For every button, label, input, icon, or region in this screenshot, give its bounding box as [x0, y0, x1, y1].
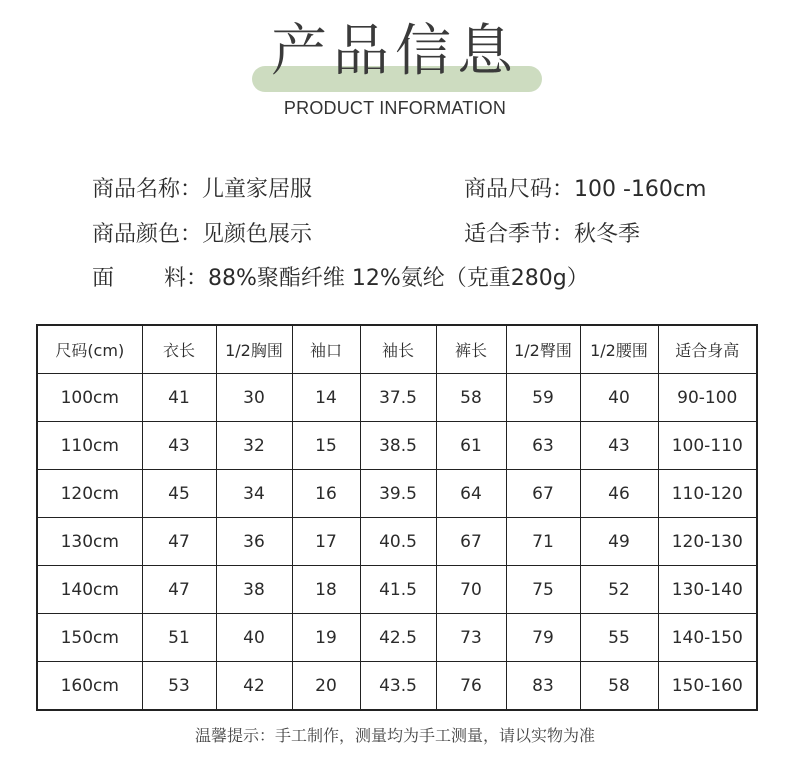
- table-cell: 70: [436, 566, 506, 614]
- table-cell: 64: [436, 470, 506, 518]
- table-cell: 120cm: [37, 470, 142, 518]
- table-cell: 90-100: [658, 374, 757, 422]
- table-cell: 47: [142, 566, 216, 614]
- table-cell: 52: [580, 566, 658, 614]
- table-cell: 58: [580, 662, 658, 711]
- info-name-label: 商品名称：: [92, 177, 203, 202]
- table-cell: 40.5: [360, 518, 436, 566]
- info-fabric-label-a: 面: [92, 266, 115, 291]
- info-season: [464, 224, 640, 246]
- table-cell: 18: [292, 566, 360, 614]
- col-header-pants-length: 裤长: [436, 325, 506, 374]
- table-cell: 36: [216, 518, 292, 566]
- info-fabric-value: 88%聚酯纤维 12%氨纶（克重280g）: [208, 266, 589, 291]
- col-header-sleeve: 袖长: [360, 325, 436, 374]
- table-cell: 63: [506, 422, 580, 470]
- table-row: [37, 566, 757, 614]
- table-cell: 67: [506, 470, 580, 518]
- info-name-value: 儿童家居服: [202, 177, 313, 202]
- table-cell: 79: [506, 614, 580, 662]
- table-cell: 140cm: [37, 566, 142, 614]
- table-cell: 49: [580, 518, 658, 566]
- table-cell: 53: [142, 662, 216, 711]
- info-name: [92, 179, 312, 201]
- page-subtitle: PRODUCT INFORMATION: [283, 98, 507, 118]
- table-cell: 160cm: [37, 662, 142, 711]
- table-cell: 59: [506, 374, 580, 422]
- info-season-value: 秋冬季: [574, 222, 641, 247]
- table-cell: 43: [580, 422, 658, 470]
- info-season-label: 适合季节：: [464, 222, 575, 247]
- table-row: [37, 614, 757, 662]
- table-cell: 130cm: [37, 518, 142, 566]
- page-title: 产品信息: [271, 19, 519, 84]
- table-cell: 71: [506, 518, 580, 566]
- col-header-half-waist: 1/2腰围: [580, 325, 658, 374]
- table-cell: 40: [580, 374, 658, 422]
- table-cell: 42: [216, 662, 292, 711]
- table-row: [37, 422, 757, 470]
- table-cell: 20: [292, 662, 360, 711]
- table-cell: 34: [216, 470, 292, 518]
- info-size-label: 商品尺码：: [464, 177, 575, 202]
- table-cell: 100cm: [37, 374, 142, 422]
- size-chart-table: [36, 324, 758, 711]
- table-cell: 120-130: [658, 518, 757, 566]
- info-color-value: 见颜色展示: [202, 222, 313, 247]
- table-cell: 16: [292, 470, 360, 518]
- table-cell: 19: [292, 614, 360, 662]
- table-cell: 15: [292, 422, 360, 470]
- table-cell: 55: [580, 614, 658, 662]
- col-header-half-hip: 1/2臀围: [506, 325, 580, 374]
- table-cell: 58: [436, 374, 506, 422]
- info-color-label: 商品颜色：: [92, 222, 203, 247]
- table-cell: 150-160: [658, 662, 757, 711]
- table-cell: 67: [436, 518, 506, 566]
- table-cell: 30: [216, 374, 292, 422]
- table-body: [37, 374, 757, 711]
- info-fabric-label-b: 料：: [164, 266, 209, 291]
- table-cell: 43: [142, 422, 216, 470]
- table-cell: 46: [580, 470, 658, 518]
- table-row: [37, 518, 757, 566]
- table-cell: 42.5: [360, 614, 436, 662]
- table-cell: 100-110: [658, 422, 757, 470]
- table-cell: 40: [216, 614, 292, 662]
- col-header-height: 适合身高: [658, 325, 757, 374]
- table-row: [37, 470, 757, 518]
- table-cell: 47: [142, 518, 216, 566]
- table-cell: 61: [436, 422, 506, 470]
- table-header-row: [37, 325, 757, 374]
- col-header-size: 尺码(cm): [37, 325, 142, 374]
- table-cell: 110cm: [37, 422, 142, 470]
- table-cell: 39.5: [360, 470, 436, 518]
- table-cell: 32: [216, 422, 292, 470]
- table-cell: 150cm: [37, 614, 142, 662]
- col-header-half-chest: 1/2胸围: [216, 325, 292, 374]
- table-row: [37, 662, 757, 711]
- table-cell: 17: [292, 518, 360, 566]
- col-header-cuff: 袖口: [292, 325, 360, 374]
- table-cell: 14: [292, 374, 360, 422]
- table-cell: 110-120: [658, 470, 757, 518]
- table-cell: 45: [142, 470, 216, 518]
- table-cell: 130-140: [658, 566, 757, 614]
- table-cell: 41: [142, 374, 216, 422]
- info-size: [464, 179, 706, 201]
- table-cell: 38.5: [360, 422, 436, 470]
- info-fabric: [92, 268, 589, 290]
- table-cell: 43.5: [360, 662, 436, 711]
- table-cell: 41.5: [360, 566, 436, 614]
- col-header-length: 衣长: [142, 325, 216, 374]
- info-size-value: 100 -160cm: [574, 177, 707, 202]
- table-cell: 76: [436, 662, 506, 711]
- table-cell: 37.5: [360, 374, 436, 422]
- table-cell: 83: [506, 662, 580, 711]
- table-cell: 73: [436, 614, 506, 662]
- table-cell: 51: [142, 614, 216, 662]
- table-row: [37, 374, 757, 422]
- header: [0, 0, 790, 130]
- table-cell: 140-150: [658, 614, 757, 662]
- footer-note: 温馨提示：手工制作，测量均为手工测量，请以实物为准: [194, 726, 595, 745]
- table-cell: 75: [506, 566, 580, 614]
- info-color: [92, 224, 312, 246]
- table-cell: 38: [216, 566, 292, 614]
